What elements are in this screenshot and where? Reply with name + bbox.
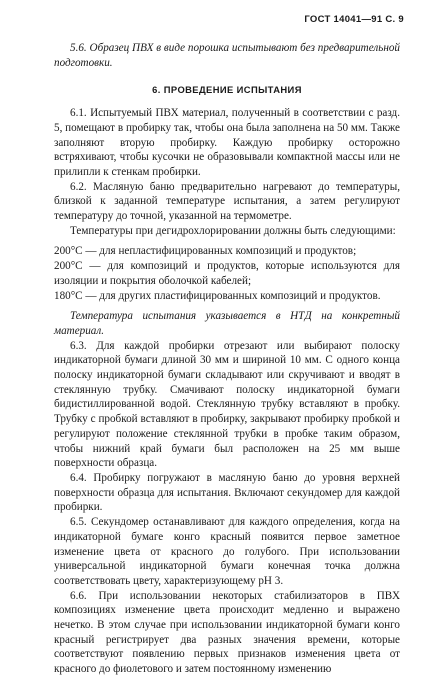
paragraph-6-3: 6.3. Для каждой пробирки отрезают или выбирают полоску индикаторной бумаги длиной 30 мм и шириной 10 мм. С одного конца полоску индикаторной бумаги складывают или скручивают и вводят в стеклянную трубку. Смачивают полоску индикаторной бумаги бидистиллированной водой. Стеклянную трубку вставляют в пробку. Трубку с пробкой вставляют в пробирку, закрывают пробирку пробкой и регулируют положение стеклянной трубки в пробке таким образом, чтобы нижний край бумаги был расположен на 25 мм выше поверхности образца. (54, 339, 400, 470)
paragraph-6-5: 6.5. Секундомер останавливают для каждого определения, когда на индикаторной бумаге конго красный появится первое заметное изменение цвета от красного до голубого. При использовании универсальной индикаторной бумаги конечная точка должна соответствовать цвету, характеризующему рН 3. (54, 516, 400, 587)
paragraph-6-4: 6.4. Пробирку погружают в масляную баню до уровня верхней поверхности образца для испытания. Включают секундомер для каждой пробирки. (54, 471, 400, 514)
paragraph-6-6: 6.6. При использовании некоторых стабилизаторов в ПВХ композициях изменение цвета происходит медленно и выражено нечетко. В этом случае при использовании индикаторной бумаги конго красный регистрирует два разных значения времени, которые соответствуют появлению первых признаков изменения цвета от красного до фиолетового и затем постоянному изменению (54, 589, 400, 676)
paragraph-test-temperature-note: Температура испытания указывается в НТД на конкретный материал. (54, 310, 400, 337)
paragraph-6-2: 6.2. Масляную баню предварительно нагревают до температуры, близкой к заданной температуре испытания, а затем регулируют температуру до точной, указанной на термометре. (54, 180, 400, 223)
paragraph-6-1: 6.1. Испытуемый ПВХ материал, полученный в соответствии с разд. 5, помещают в пробирку так, чтобы она была заполнена на 50 мм. Также заполняют вторую пробирку. Каждую пробирку осторожно встряхивают, чтобы кусочки не образовывали компактной массы или не прилипли к стенкам пробирки. (54, 107, 400, 178)
page-body (54, 41, 400, 677)
list-item: 180°С — для других пластифицированных композиций и продуктов. (54, 289, 381, 302)
list-item: 200°С — для композиций и продуктов, которые используются для изоляции и покрытия оболочкой кабелей; (54, 260, 400, 287)
paragraph-5-6: 5.6. Образец ПВХ в виде порошка испытывают без предварительной подготовки. (54, 42, 400, 69)
paragraph-temperatures-intro: Температуры при дегидрохлорировании должны быть следующими: (70, 224, 396, 237)
temperature-list (54, 244, 400, 303)
section-heading: 6. ПРОВЕДЕНИЕ ИСПЫТАНИЯ (152, 84, 302, 96)
list-item: 200°С — для непластифицированных композиций и продуктов; (54, 245, 357, 258)
page-header: ГОСТ 14041—91 С. 9 (304, 14, 404, 25)
